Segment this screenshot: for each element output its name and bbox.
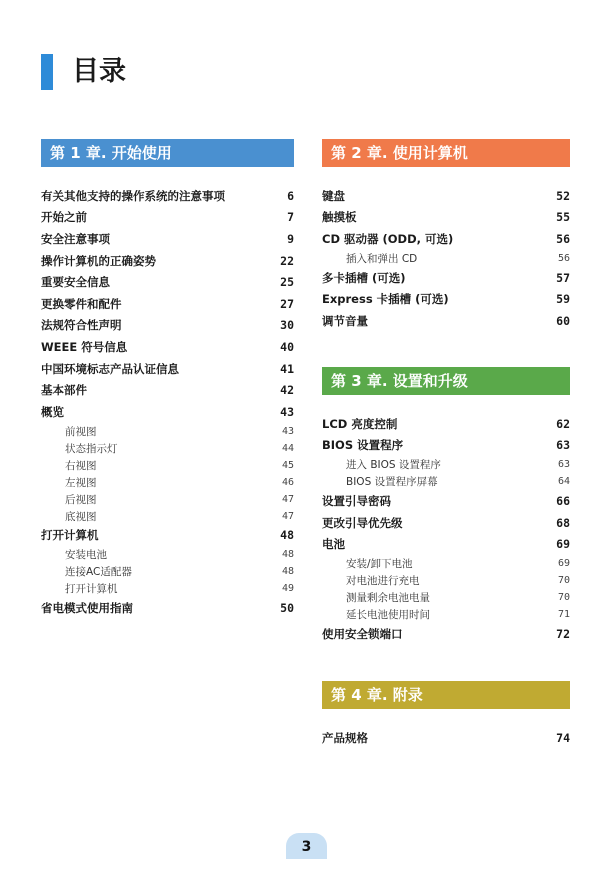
toc-entry[interactable] [322, 228, 570, 250]
toc-entry-page: 59 [556, 292, 570, 307]
toc-entry-title: 法规符合性声明 [41, 318, 122, 333]
toc-entry[interactable] [322, 207, 570, 229]
toc-entry-page: 43 [280, 404, 294, 419]
toc-entry[interactable] [322, 490, 570, 512]
toc-entry-page: 6 [287, 188, 294, 203]
chapter-1-heading[interactable] [41, 139, 294, 167]
toc-entry-page: 45 [281, 459, 294, 471]
toc-entry-page: 56 [557, 252, 570, 264]
toc-entry-title: 重要安全信息 [41, 275, 110, 290]
chapter-4-heading[interactable] [322, 681, 570, 709]
toc-subentry[interactable] [41, 580, 294, 597]
toc-entry-page: 57 [556, 270, 570, 285]
toc-entry[interactable] [41, 228, 294, 250]
toc-entry-page: 42 [280, 383, 294, 398]
chapter-3-heading[interactable] [322, 367, 570, 395]
toc-entry[interactable] [41, 250, 294, 272]
toc-entry-title: 概览 [41, 404, 64, 419]
chapter-3-heading-text: 第 3 章. 设置和升级 [331, 372, 468, 390]
toc-entry-title: 对电池进行充电 [346, 574, 420, 587]
toc-entry-page: 41 [280, 361, 294, 376]
toc-entry-title: 有关其他支持的操作系统的注意事项 [41, 188, 225, 203]
toc-entry[interactable] [41, 207, 294, 229]
page-title: 目录 [72, 56, 126, 87]
toc-entry[interactable] [41, 315, 294, 337]
toc-subentry[interactable] [322, 606, 570, 623]
toc-subentry[interactable] [322, 473, 570, 490]
chapter-3-column [322, 367, 570, 645]
chapter-2-heading-text: 第 2 章. 使用计算机 [331, 144, 468, 162]
toc-entry-page: 43 [281, 425, 294, 437]
toc-entry-page: 52 [556, 188, 570, 203]
toc-entry-title: 省电模式使用指南 [41, 600, 133, 615]
toc-subentry[interactable] [41, 508, 294, 525]
toc-entry-page: 22 [280, 253, 294, 268]
toc-entry-title: BIOS 设置程序屏幕 [346, 476, 438, 489]
toc-entry-title: 状态指示灯 [65, 442, 118, 455]
toc-entry-page: 30 [280, 318, 294, 333]
toc-entry-page: 64 [557, 476, 570, 488]
toc-subentry[interactable] [41, 423, 294, 440]
chapter-4-column [322, 681, 570, 749]
toc-entry[interactable] [322, 288, 570, 310]
toc-subentry[interactable] [41, 457, 294, 474]
toc-subentry[interactable] [322, 555, 570, 572]
toc-entry-title: 安装电池 [65, 549, 107, 562]
toc-entry[interactable] [322, 533, 570, 555]
toc-entry[interactable] [41, 525, 294, 547]
toc-entry-page: 9 [287, 231, 294, 246]
toc-entry-title: 测量剩余电池电量 [346, 591, 430, 604]
toc-entry-title: 进入 BIOS 设置程序 [346, 459, 441, 472]
toc-entry-title: 右视图 [65, 459, 97, 472]
toc-entry-title: 开始之前 [41, 210, 87, 225]
toc-entry-title: 设置引导密码 [322, 493, 391, 508]
toc-entry-page: 48 [280, 528, 294, 543]
toc-entry-page: 71 [557, 608, 570, 620]
toc-entry-title: 操作计算机的正确姿势 [41, 253, 156, 268]
toc-subentry[interactable] [41, 563, 294, 580]
toc-entry-page: 44 [281, 442, 294, 454]
page-number-badge: 3 [286, 833, 327, 859]
toc-subentry[interactable] [41, 440, 294, 457]
toc-entry-page: 27 [280, 296, 294, 311]
toc-subentry[interactable] [41, 474, 294, 491]
chapter-4-heading-text: 第 4 章. 附录 [331, 686, 423, 704]
toc-entry-page: 72 [556, 626, 570, 641]
toc-entry-page: 7 [287, 210, 294, 225]
toc-entry[interactable] [322, 310, 570, 332]
toc-entry-page: 47 [281, 493, 294, 505]
toc-entry-title: 键盘 [322, 188, 345, 203]
toc-entry-title: 更换零件和配件 [41, 296, 122, 311]
toc-entry-page: 62 [556, 416, 570, 431]
toc-entry[interactable] [322, 512, 570, 534]
toc-entry-title: BIOS 设置程序 [322, 438, 404, 453]
chapter-1-column [41, 139, 294, 619]
toc-entry-title: 使用安全锁端口 [322, 626, 403, 641]
toc-entry-title: 安全注意事项 [41, 231, 110, 246]
toc-entry-title: 基本部件 [41, 383, 87, 398]
toc-entry[interactable] [41, 401, 294, 423]
toc-entry-title: 打开计算机 [65, 583, 118, 596]
toc-entry-page: 55 [556, 210, 570, 225]
toc-entry-title: 前视图 [65, 425, 97, 438]
toc-entry-title: 触摸板 [322, 210, 357, 225]
toc-entry-page: 63 [556, 438, 570, 453]
toc-entry-page: 48 [281, 566, 294, 578]
toc-entry-title: Express 卡插槽 (可选) [322, 292, 449, 307]
chapter-1-entries [41, 185, 294, 619]
toc-entry-title: 调节音量 [322, 313, 368, 328]
toc-entry-page: 66 [556, 493, 570, 508]
toc-entry[interactable] [322, 435, 570, 457]
chapter-2-heading[interactable] [322, 139, 570, 167]
toc-entry-page: 74 [556, 730, 570, 745]
toc-subentry[interactable] [322, 456, 570, 473]
toc-subentry[interactable] [322, 250, 570, 267]
toc-subentry[interactable] [322, 572, 570, 589]
chapter-3-entries [322, 413, 570, 645]
toc-entry-page: 25 [280, 275, 294, 290]
toc-subentry[interactable] [41, 546, 294, 563]
toc-entry-title: 产品规格 [322, 730, 368, 745]
toc-entry-title: 连接AC适配器 [65, 566, 132, 579]
toc-entry-page: 69 [556, 537, 570, 552]
toc-entry-page: 56 [556, 231, 570, 246]
chapter-1-heading-text: 第 1 章. 开始使用 [50, 144, 172, 162]
toc-entry-title: 延长电池使用时间 [346, 608, 430, 621]
toc-entry-page: 50 [280, 600, 294, 615]
toc-entry[interactable] [41, 379, 294, 401]
toc-entry-page: 70 [557, 574, 570, 586]
toc-entry-page: 70 [557, 591, 570, 603]
toc-entry-title: 中国环境标志产品认证信息 [41, 361, 179, 376]
chapter-2-column [322, 139, 570, 332]
toc-entry[interactable] [322, 185, 570, 207]
toc-subentry[interactable] [322, 589, 570, 606]
chapter-4-entries [322, 727, 570, 749]
toc-entry-page: 47 [281, 510, 294, 522]
toc-entry-page: 60 [556, 313, 570, 328]
toc-entry-title: 打开计算机 [41, 528, 99, 543]
toc-entry[interactable] [41, 597, 294, 619]
toc-entry-title: LCD 亮度控制 [322, 416, 398, 431]
toc-entry-page: 40 [280, 339, 294, 354]
toc-entry-title: 底视图 [65, 510, 97, 523]
toc-entry-title: 插入和弹出 CD [346, 252, 418, 265]
toc-entry-title: WEEE 符号信息 [41, 339, 128, 354]
title-accent-bar [41, 54, 53, 90]
toc-entry-page: 69 [557, 557, 570, 569]
toc-entry[interactable] [41, 185, 294, 207]
toc-entry-title: 电池 [322, 537, 345, 552]
toc-subentry[interactable] [41, 491, 294, 508]
toc-entry[interactable] [322, 267, 570, 289]
toc-entry-title: 更改引导优先级 [322, 515, 403, 530]
toc-entry[interactable] [41, 271, 294, 293]
toc-entry-title: 安装/卸下电池 [346, 557, 413, 570]
toc-entry-title: CD 驱动器 (ODD, 可选) [322, 231, 454, 246]
toc-entry[interactable] [322, 413, 570, 435]
toc-entry-title: 多卡插槽 (可选) [322, 270, 406, 285]
toc-entry-title: 左视图 [65, 476, 97, 489]
toc-entry[interactable] [41, 293, 294, 315]
toc-entry-page: 48 [281, 549, 294, 561]
toc-entry[interactable] [322, 623, 570, 645]
toc-entry[interactable] [322, 727, 570, 749]
chapter-2-entries [322, 185, 570, 332]
toc-entry-page: 49 [281, 583, 294, 595]
toc-entry-page: 46 [281, 476, 294, 488]
toc-entry-page: 68 [556, 515, 570, 530]
toc-entry[interactable] [41, 358, 294, 380]
toc-entry-title: 后视图 [65, 493, 97, 506]
toc-entry-page: 63 [557, 459, 570, 471]
toc-entry[interactable] [41, 336, 294, 358]
